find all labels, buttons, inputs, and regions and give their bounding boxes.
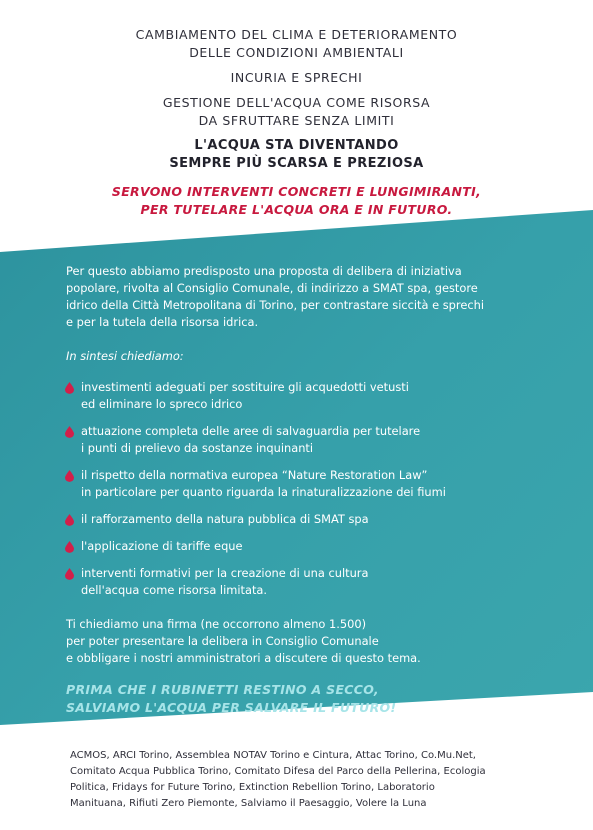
closing-line: Ti chiediamo una firma (ne occorrono almeno 1.500) <box>66 617 367 631</box>
water-drop-icon <box>65 514 74 526</box>
header-block-management <box>0 94 593 130</box>
signatories-footer <box>70 748 530 812</box>
red-callout-line: SERVONO INTERVENTI CONCRETI E LUNGIMIRANTI, <box>111 184 482 199</box>
asks-lead: In sintesi chiediamo: <box>66 349 184 363</box>
footer-line: Manituana, Rifiuti Zero Piemonte, Salviamo il Paesaggio, Volere la Luna <box>70 798 427 809</box>
list-item <box>66 379 536 413</box>
list-item-line: attuazione completa delle aree di salvaguardia per tutelare <box>81 424 421 438</box>
intro-paragraph <box>66 263 536 331</box>
list-item-line: investimenti adeguati per sostituire gli acquedotti vetusti <box>81 380 409 394</box>
list-item-line: ed eliminare lo spreco idrico <box>81 397 243 411</box>
header-bold-line: SEMPRE PIÙ SCARSA E PREZIOSA <box>169 156 424 171</box>
water-drop-icon <box>65 541 74 553</box>
slogan <box>66 681 536 717</box>
header-red-callout <box>0 183 593 219</box>
closing-line: per poter presentare la delibera in Consiglio Comunale <box>66 634 379 648</box>
header-line: CAMBIAMENTO DEL CLIMA E DETERIORAMENTO <box>135 27 458 42</box>
intro-line: e per la tutela della risorsa idrica. <box>66 315 259 329</box>
footer-line: Politica, Fridays for Future Torino, Extinction Rebellion Torino, Laboratorio <box>70 782 435 793</box>
list-item-line: interventi formativi per la creazione di una cultura <box>81 566 369 580</box>
list-item <box>66 565 536 599</box>
red-callout-line: PER TUTELARE L'ACQUA ORA E IN FUTURO. <box>140 202 453 217</box>
header-block-climate <box>0 26 593 62</box>
asks-list <box>66 379 536 599</box>
slogan-line: SALVIAMO L'ACQUA PER SALVARE IL FUTURO! <box>66 700 397 715</box>
water-drop-icon <box>65 470 74 482</box>
list-item <box>66 538 536 555</box>
water-drop-icon <box>65 382 74 394</box>
list-item <box>66 511 536 528</box>
slogan-line: PRIMA CHE I RUBINETTI RESTINO A SECCO, <box>66 682 379 697</box>
header-section <box>0 26 593 219</box>
list-item-line: i punti di prelievo da sostanze inquinanti <box>81 441 314 455</box>
intro-line: Per questo abbiamo predisposto una proposta di delibera di iniziativa <box>66 264 462 278</box>
intro-line: idrico della Città Metropolitana di Torino, per contrastare siccità e sprechi <box>66 298 484 312</box>
list-item <box>66 467 536 501</box>
footer-line: Comitato Acqua Pubblica Torino, Comitato Difesa del Parco della Pellerina, Ecologia <box>70 766 486 777</box>
list-item-line: dell'acqua come risorsa limitata. <box>81 583 268 597</box>
water-drop-icon <box>65 426 74 438</box>
header-block-neglect <box>0 69 593 87</box>
closing-line: e obbligare i nostri amministratori a discutere di questo tema. <box>66 651 421 665</box>
list-item-line: il rispetto della normativa europea “Nature Restoration Law” <box>81 468 428 482</box>
list-item-line: l'applicazione di tariffe eque <box>81 539 243 553</box>
header-line: GESTIONE DELL'ACQUA COME RISORSA <box>162 95 431 110</box>
header-line: DA SFRUTTARE SENZA LIMITI <box>198 113 395 128</box>
footer-line: ACMOS, ARCI Torino, Assemblea NOTAV Torino e Cintura, Attac Torino, Co.Mu.Net, <box>70 750 476 761</box>
water-drop-icon <box>65 568 74 580</box>
header-bold-line: L'ACQUA STA DIVENTANDO <box>194 138 399 153</box>
intro-line: popolare, rivolta al Consiglio Comunale, di indirizzo a SMAT spa, gestore <box>66 281 478 295</box>
header-line: INCURIA E SPRECHI <box>230 70 363 85</box>
closing-paragraph <box>66 616 536 667</box>
header-line: DELLE CONDIZIONI AMBIENTALI <box>189 45 404 60</box>
header-bold-statement <box>0 137 593 173</box>
main-section <box>66 263 536 717</box>
list-item-line: il rafforzamento della natura pubblica di SMAT spa <box>81 512 369 526</box>
list-item <box>66 423 536 457</box>
list-item-line: in particolare per quanto riguarda la rinaturalizzazione dei fiumi <box>81 485 446 499</box>
